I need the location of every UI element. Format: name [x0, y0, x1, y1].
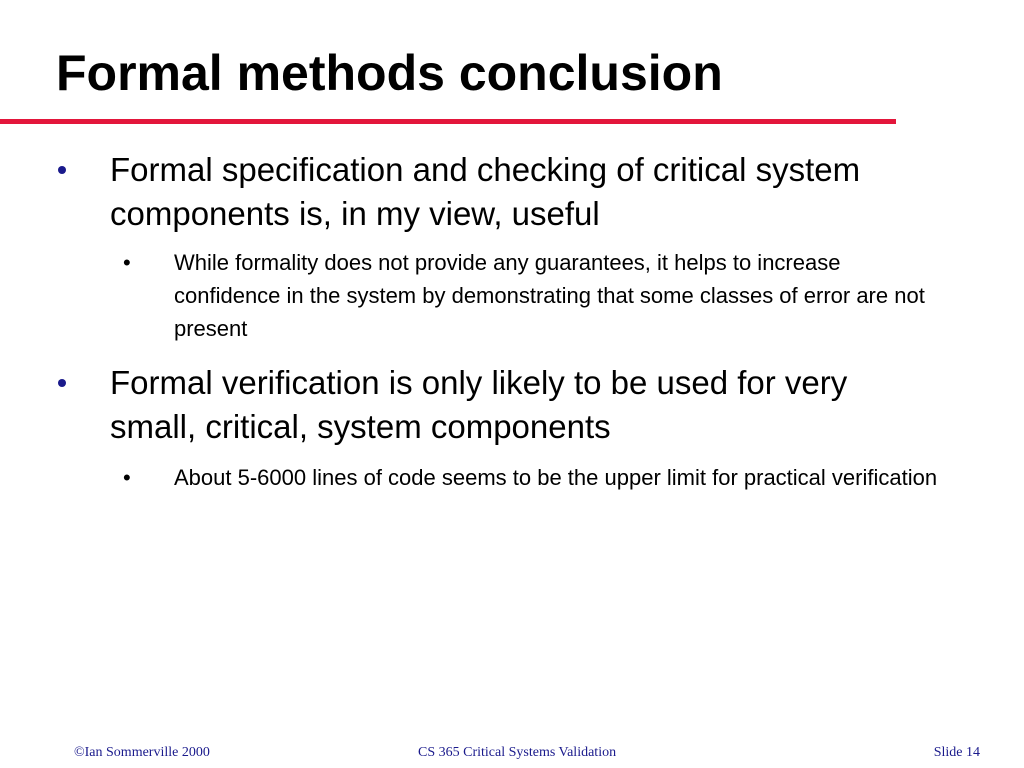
title-divider	[0, 119, 896, 124]
footer-copyright: ©Ian Sommerville 2000	[74, 745, 210, 760]
bullet-text: Formal verification is only likely to be used for very small, critical, system components	[110, 364, 848, 445]
sub-bullet-text: About 5-6000 lines of code seems to be the upper limit for practical verification	[174, 465, 938, 490]
bullet-dot-icon	[58, 166, 66, 174]
bullet-text: Formal specification and checking of critical system components is, in my view, useful	[110, 151, 861, 232]
footer-course-title: CS 365 Critical Systems Validation	[418, 745, 617, 760]
slide-title: Formal methods conclusion	[56, 45, 723, 101]
bullet-dot-icon	[58, 379, 66, 387]
sub-bullet-marker: •	[123, 250, 131, 275]
sub-bullet-marker: •	[123, 465, 131, 490]
footer-slide-number: Slide 14	[933, 745, 980, 760]
sub-bullet-text: While formality does not provide any guarantees, it helps to increase confidence in the system by demonstrating that some classes of error are not present	[174, 250, 925, 341]
